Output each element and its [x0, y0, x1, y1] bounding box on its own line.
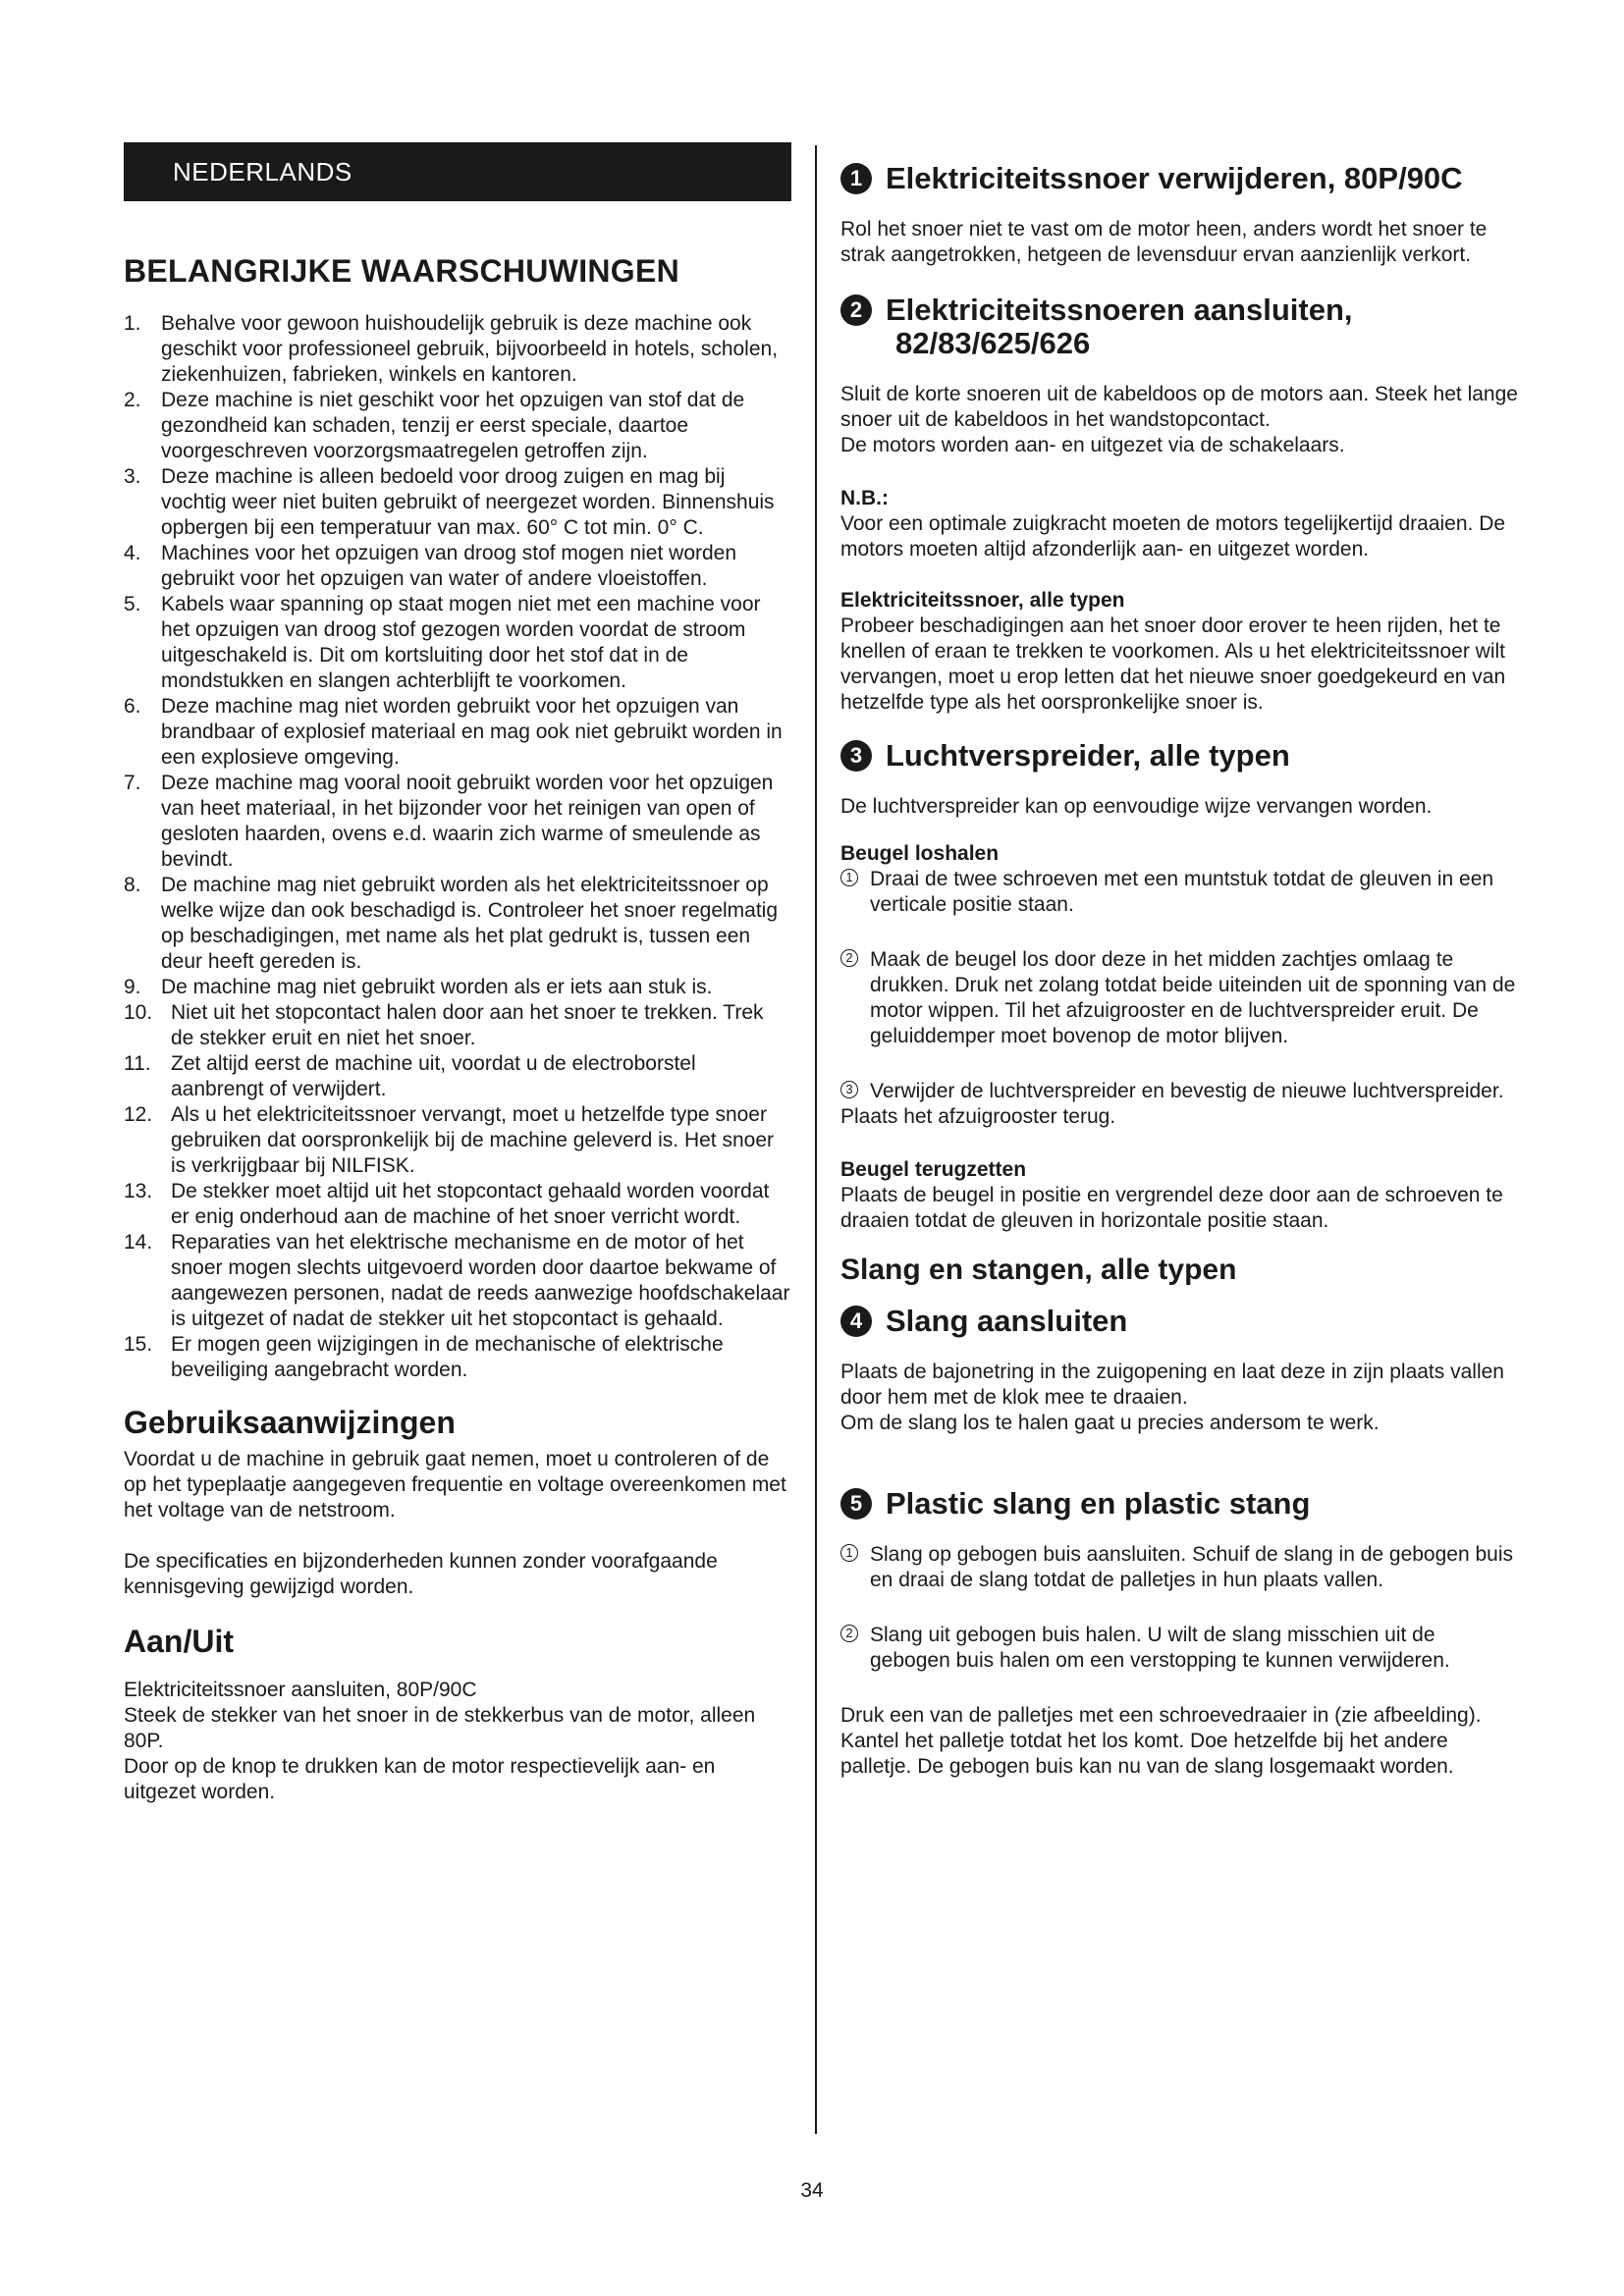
onoff-paragraph: Door op de knop te drukken kan de motor respectievelijk aan- en uitgezet worden. [124, 1755, 716, 1803]
usage-heading: Gebruiksaanwijzingen [124, 1405, 456, 1440]
hose-heading: Slang en stangen, alle typen [840, 1254, 1237, 1286]
warning-item: 10. Niet uit het stopcontact halen door aan het snoer te trekken. Trek de stekker eruit en niet het snoer. [124, 1001, 764, 1049]
language-bar: NEDERLANDS [124, 142, 791, 201]
number-2-icon: 2 [840, 294, 872, 326]
warning-item: 7. Deze machine mag vooral nooit gebruikt worden voor het opzuigen van heet materiaal, in het bijzonder voor het reinigen van open of gesloten haarden, ovens e.d. waarin zich warme of smeulende as bevindt. [124, 772, 774, 871]
warning-item: 14. Reparaties van het elektrische mechanisme en de motor of het snoer mogen slechts uitgevoerd worden door daartoe bekwame of aangewezen personen, nadat de reeds aanwezige hoofdschakelaar is uitgezet of nadat de stekker uit het stopcontact is gehaald. [124, 1231, 790, 1330]
right-column [840, 162, 1518, 1780]
warning-item: 9. De machine mag niet gebruikt worden als er iets aan stuk is. [124, 976, 713, 998]
warning-item: 11. Zet altijd eerst de machine uit, voordat u de electroborstel aanbrengt of verwijdert. [124, 1052, 696, 1100]
onoff-paragraph: Steek de stekker van het snoer in de stekkerbus van de motor, alleen 80P. [124, 1704, 756, 1752]
number-1-icon: 1 [840, 163, 872, 194]
bracket-off-after: Plaats het afzuigrooster terug. [840, 1105, 1116, 1128]
warning-item: 1. Behalve voor gewoon huishoudelijk gebruik is deze machine ook geschikt voor professioneel gebruik, bijvoorbeeld in hotels, scholen, ziekenhuizen, fabrieken, winkels en kantoren. [124, 312, 779, 386]
warning-item: 15. Er mogen geen wijzigingen in de mechanische of elektrische beveiliging aangebracht worden. [124, 1333, 724, 1381]
cord-paragraph: Probeer beschadigingen aan het snoer door erover te heen rijden, het te knellen of eraan te trekken te voorkomen. Als u het elektriciteitssnoer wilt vervangen, moet u erop letten dat het nieuwe snoer goedgekeurd en van hetzelfde type als het oorspronkelijke snoer is. [840, 614, 1506, 714]
page-number: 34 [800, 2179, 824, 2202]
onoff-heading: Aan/Uit [124, 1624, 234, 1659]
bracket-off-heading: Beugel loshalen [840, 842, 1000, 865]
section-3-heading: 3 Luchtverspreider, alle typen [840, 739, 1518, 773]
section-5-heading: 5 Plastic slang en plastic stang [840, 1487, 1518, 1521]
number-4-icon: 4 [840, 1306, 872, 1337]
warning-item: 13. De stekker moet altijd uit het stopcontact gehaald worden voordat er enig onderhoud aan de machine of het snoer verricht wordt. [124, 1180, 770, 1228]
column-divider [815, 145, 817, 2134]
onoff-paragraph: Elektriciteitssnoer aansluiten, 80P/90C [124, 1679, 477, 1701]
warning-item: 3. Deze machine is alleen bedoeld voor droog zuigen en mag bij vochtig weer niet buiten gebruikt of neergezet worden. Binnenshuis opbergen bij een temperatuur van max. 60° C tot min. 0° C. [124, 465, 775, 539]
warning-item: 8. De machine mag niet gebruikt worden als het elektriciteitssnoer op welke wijze dan ook beschadigd is. Controleer het snoer regelmatig op beschadigingen, met name als het plat gedrukt is, tussen een deur heeft gereden is. [124, 874, 779, 973]
number-3-icon: 3 [840, 740, 872, 772]
section-5-paragraph: Druk een van de palletjes met een schroevedraaier in (zie afbeelding). Kantel het palletje totdat het los komt. Doe hetzelfde bij het andere palletje. De gebogen buis kan nu van de slang losgemaakt worden. [840, 1704, 1482, 1778]
warning-item: 5. Kabels waar spanning op staat mogen niet met een machine voor het opzuigen van droog stof gezogen worden voordat de stroom uitgeschakeld is. Dit om kortsluiting door het stof dat in de mondstukken en slangen achterblijft te voorkomen. [124, 593, 761, 692]
section-1-heading: 1 Elektriciteitssnoer verwijderen, 80P/90C [840, 162, 1518, 195]
circled-1-icon: 1 [840, 869, 858, 886]
section-1-paragraph: Rol het snoer niet te vast om de motor heen, anders wordt het snoer te strak aangetrokken, hetgeen de levensduur ervan aanzienlijk verkort. [840, 218, 1488, 266]
step-item: 1 Draai de twee schroeven met een muntstuk totdat de gleuven in een verticale positie staan. [840, 867, 1518, 918]
warning-item: 4. Machines voor het opzuigen van droog stof mogen niet worden gebruikt voor het opzuigen van water of andere vloeistoffen. [124, 542, 737, 590]
section-4-heading: 4 Slang aansluiten [840, 1305, 1518, 1338]
step-item: 2 Maak de beugel los door deze in het midden zachtjes omlaag te drukken. Druk net zolang totdat beide uiteinden uit de sponning van de motor wippen. Til het afzuigrooster en de luchtverspreider eruit. De geluiddemper moet bovenop de motor blijven. [840, 947, 1518, 1049]
circled-2-icon: 2 [840, 949, 858, 967]
circled-2-icon: 2 [840, 1625, 858, 1642]
warnings-list [124, 311, 791, 1383]
circled-1-icon: 1 [840, 1544, 858, 1562]
left-column [124, 142, 791, 1805]
bracket-on-heading: Beugel terugzetten [840, 1158, 1027, 1181]
section-3-paragraph: De luchtverspreider kan op eenvoudige wijze vervangen worden. [840, 795, 1433, 818]
warning-item: 12. Als u het elektriciteitssnoer vervangt, moet u hetzelfde type snoer gebruiken dat oorspronkelijk bij de machine geleverd is. Het snoer is verkrijgbaar bij NILFISK. [124, 1103, 775, 1177]
usage-paragraph: Voordat u de machine in gebruik gaat nemen, moet u controleren of de op het typeplaatje aangegeven frequentie en voltage overeenkomen met het voltage van de netstroom. [124, 1448, 786, 1522]
warnings-heading: BELANGRIJKE WAARSCHUWINGEN [124, 253, 680, 289]
nb-heading: N.B.: [840, 487, 889, 509]
number-5-icon: 5 [840, 1488, 872, 1520]
usage-paragraph: De specificaties en bijzonderheden kunnen zonder voorafgaande kennisgeving gewijzigd worden. [124, 1550, 718, 1598]
circled-3-icon: 3 [840, 1081, 858, 1098]
warning-item: 2. Deze machine is niet geschikt voor het opzuigen van stof dat de gezondheid kan schaden, tenzij er eerst speciale, daartoe voorgeschreven voorzorgsmaatregelen getroffen zijn. [124, 389, 745, 462]
step-item: 1 Slang op gebogen buis aansluiten. Schuif de slang in de gebogen buis en draai de slang totdat de palletjes in hun plaats vallen. [840, 1542, 1518, 1593]
step-item: 3 Verwijder de luchtverspreider en bevestig de nieuwe luchtverspreider. [840, 1079, 1518, 1104]
section-4-paragraph: Om de slang los te halen gaat u precies andersom te werk. [840, 1412, 1380, 1434]
section-2-heading: 2 Elektriciteitssnoeren aansluiten, 82/83/625/626 [840, 294, 1518, 360]
nb-paragraph: Voor een optimale zuigkracht moeten de motors tegelijkertijd draaien. De motors moeten altijd afzonderlijk aan- en uitgezet worden. [840, 512, 1506, 561]
section-2-paragraph: De motors worden aan- en uitgezet via de schakelaars. [840, 434, 1345, 456]
bracket-on-paragraph: Plaats de beugel in positie en vergrendel deze door aan de schroeven te draaien totdat de gleuven in horizontale positie staan. [840, 1184, 1503, 1232]
section-4-paragraph: Plaats de bajonetring in the zuigopening en laat deze in zijn plaats vallen door hem met de klok mee te draaien. [840, 1361, 1504, 1409]
cord-heading: Elektriciteitssnoer, alle typen [840, 589, 1125, 612]
step-item: 2 Slang uit gebogen buis halen. U wilt de slang misschien uit de gebogen buis halen om een verstopping te kunnen verwijderen. [840, 1623, 1518, 1674]
section-2-paragraph: Sluit de korte snoeren uit de kabeldoos op de motors aan. Steek het lange snoer uit de kabeldoos in het wandstopcontact. [840, 383, 1518, 431]
warning-item: 6. Deze machine mag niet worden gebruikt voor het opzuigen van brandbaar of explosief materiaal en mag ook niet gebruikt worden in een explosieve omgeving. [124, 695, 783, 769]
